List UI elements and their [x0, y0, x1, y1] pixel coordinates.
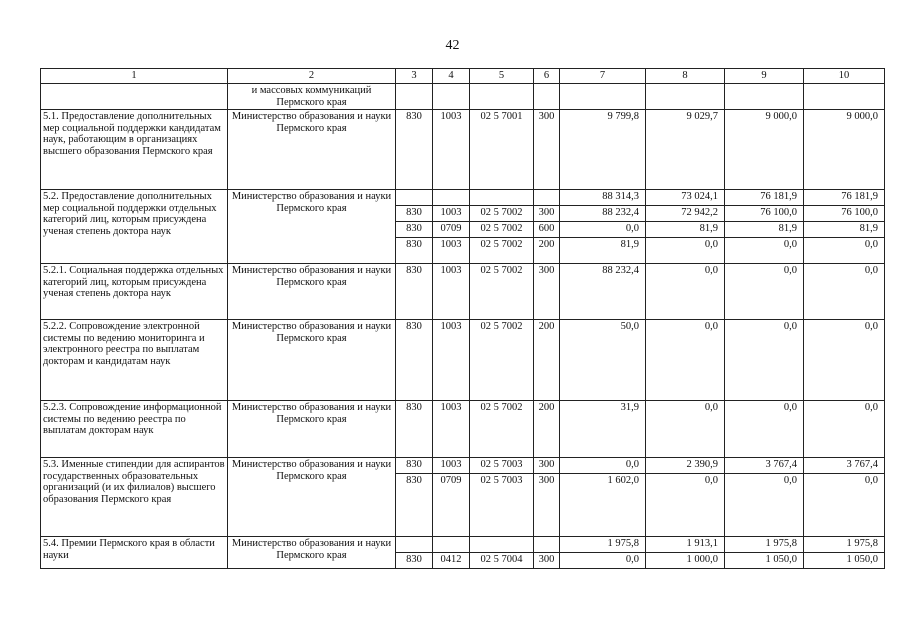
grbs-cell: 830: [396, 222, 433, 238]
expense-type-cell: 200: [534, 238, 560, 264]
value-cell: 1 602,0: [560, 474, 646, 537]
value-cell: 0,0: [804, 474, 885, 537]
header-cell: 1: [41, 69, 228, 84]
item-name: 5.2.1. Социальная поддержка отдельных категорий лиц, которым присуждена ученая степень доктора наук: [41, 264, 228, 320]
target-article-cell: 02 5 7001: [470, 110, 534, 190]
value-cell: 9 029,7: [646, 110, 725, 190]
table-row: [41, 320, 885, 401]
value-cell: 0,0: [804, 264, 885, 320]
grbs-cell: 830: [396, 110, 433, 190]
header-cell: 10: [804, 69, 885, 84]
expense-type-cell: 200: [534, 320, 560, 401]
table-row: [41, 537, 885, 553]
value-cell: 0,0: [725, 401, 804, 458]
header-cell: 4: [433, 69, 470, 84]
section-cell: 1003: [433, 206, 470, 222]
value-cell: 76 100,0: [725, 206, 804, 222]
expense-type-cell: 300: [534, 474, 560, 537]
grbs-cell: 830: [396, 401, 433, 458]
value-cell: 0,0: [560, 222, 646, 238]
value-cell: 50,0: [560, 320, 646, 401]
total-value-cell: 1 975,8: [560, 537, 646, 553]
total-value-cell: 1 913,1: [646, 537, 725, 553]
value-cell: 76 100,0: [804, 206, 885, 222]
expense-type-cell: 300: [534, 264, 560, 320]
value-cell: 0,0: [646, 238, 725, 264]
item-name: 5.4. Премии Пермского края в области науки: [41, 537, 228, 569]
value-cell: 1 050,0: [804, 553, 885, 569]
section-cell: 0709: [433, 222, 470, 238]
value-cell: 81,9: [725, 222, 804, 238]
owner-cell: Министерство образования и науки Пермского края: [228, 458, 396, 537]
value-cell: 81,9: [646, 222, 725, 238]
item-name: 5.1. Предоставление дополнительных мер социальной поддержки кандидатам наук, работающим в организациях высшего образования Пермского края: [41, 110, 228, 190]
value-cell: 9 000,0: [804, 110, 885, 190]
value-cell: 0,0: [646, 474, 725, 537]
item-name: 5.2.2. Сопровождение электронной системы по ведению мониторинга и электронного реестра по выплатам докторам и кандидатам наук: [41, 320, 228, 401]
grbs-cell: 830: [396, 474, 433, 537]
expense-type-cell: 200: [534, 401, 560, 458]
owner-cell: Министерство образования и науки Пермского края: [228, 264, 396, 320]
item-name: 5.3. Именные стипендии для аспирантов государственных образовательных организаций (и их филиалов) высшего образования Пермского края: [41, 458, 228, 537]
table-row: [41, 190, 885, 206]
value-cell: 9 000,0: [725, 110, 804, 190]
expense-type-cell: 300: [534, 110, 560, 190]
section-cell: 1003: [433, 238, 470, 264]
owner-cell: Министерство образования и науки Пермского края: [228, 401, 396, 458]
owner-cell: Министерство образования и науки Пермского края: [228, 110, 396, 190]
value-cell: 0,0: [804, 401, 885, 458]
grbs-cell: 830: [396, 206, 433, 222]
section-cell: 1003: [433, 458, 470, 474]
value-cell: 3 767,4: [725, 458, 804, 474]
total-value-cell: 73 024,1: [646, 190, 725, 206]
table-row: [41, 401, 885, 458]
value-cell: 0,0: [725, 474, 804, 537]
expense-type-cell: 300: [534, 553, 560, 569]
total-value-cell: 76 181,9: [804, 190, 885, 206]
value-cell: 0,0: [725, 238, 804, 264]
header-cell: 6: [534, 69, 560, 84]
grbs-cell: 830: [396, 320, 433, 401]
expense-type-cell: 600: [534, 222, 560, 238]
value-cell: 72 942,2: [646, 206, 725, 222]
page-number: 42: [445, 38, 460, 53]
total-value-cell: 1 975,8: [804, 537, 885, 553]
value-cell: 0,0: [804, 320, 885, 401]
header-row: [41, 69, 885, 84]
table-row: [41, 110, 885, 190]
grbs-cell: 830: [396, 458, 433, 474]
value-cell: 9 799,8: [560, 110, 646, 190]
value-cell: 0,0: [725, 264, 804, 320]
value-cell: 88 232,4: [560, 206, 646, 222]
value-cell: 1 000,0: [646, 553, 725, 569]
owner-cell: Министерство образования и науки Пермского края: [228, 190, 396, 264]
value-cell: 0,0: [646, 401, 725, 458]
grbs-cell: 830: [396, 238, 433, 264]
target-article-cell: 02 5 7002: [470, 222, 534, 238]
expense-type-cell: 300: [534, 206, 560, 222]
value-cell: 0,0: [560, 553, 646, 569]
grbs-cell: 830: [396, 264, 433, 320]
total-value-cell: 1 975,8: [725, 537, 804, 553]
section-cell: 1003: [433, 110, 470, 190]
target-article-cell: 02 5 7004: [470, 553, 534, 569]
value-cell: 0,0: [646, 264, 725, 320]
target-article-cell: 02 5 7002: [470, 264, 534, 320]
continuation-row: [41, 84, 885, 110]
value-cell: 1 050,0: [725, 553, 804, 569]
section-cell: 1003: [433, 264, 470, 320]
expense-type-cell: 300: [534, 458, 560, 474]
owner-cell: Министерство образования и науки Пермского края: [228, 320, 396, 401]
value-cell: 88 232,4: [560, 264, 646, 320]
table-row: [41, 458, 885, 474]
header-cell: 8: [646, 69, 725, 84]
value-cell: 0,0: [646, 320, 725, 401]
value-cell: 0,0: [560, 458, 646, 474]
total-value-cell: 88 314,3: [560, 190, 646, 206]
header-cell: 2: [228, 69, 396, 84]
value-cell: 81,9: [804, 222, 885, 238]
budget-table: [40, 68, 885, 569]
value-cell: 3 767,4: [804, 458, 885, 474]
header-cell: 9: [725, 69, 804, 84]
value-cell: 81,9: [560, 238, 646, 264]
value-cell: 0,0: [804, 238, 885, 264]
header-cell: 7: [560, 69, 646, 84]
target-article-cell: 02 5 7002: [470, 238, 534, 264]
grbs-cell: 830: [396, 553, 433, 569]
target-article-cell: 02 5 7003: [470, 474, 534, 537]
owner-cell: и массовых коммуникаций Пермского края: [228, 84, 396, 110]
value-cell: 31,9: [560, 401, 646, 458]
owner-cell: Министерство образования и науки Пермского края: [228, 537, 396, 569]
value-cell: 0,0: [725, 320, 804, 401]
section-cell: 1003: [433, 401, 470, 458]
section-cell: 0709: [433, 474, 470, 537]
item-name: 5.2. Предоставление дополнительных мер социальной поддержки отдельных категорий лиц, которым присуждена ученая степень доктора наук: [41, 190, 228, 264]
value-cell: 2 390,9: [646, 458, 725, 474]
target-article-cell: 02 5 7002: [470, 401, 534, 458]
section-cell: 0412: [433, 553, 470, 569]
table-row: [41, 264, 885, 320]
header-cell: 3: [396, 69, 433, 84]
header-cell: 5: [470, 69, 534, 84]
target-article-cell: 02 5 7003: [470, 458, 534, 474]
target-article-cell: 02 5 7002: [470, 206, 534, 222]
item-name: 5.2.3. Сопровождение информационной системы по ведению реестра по выплатам докторам наук: [41, 401, 228, 458]
section-cell: 1003: [433, 320, 470, 401]
target-article-cell: 02 5 7002: [470, 320, 534, 401]
total-value-cell: 76 181,9: [725, 190, 804, 206]
